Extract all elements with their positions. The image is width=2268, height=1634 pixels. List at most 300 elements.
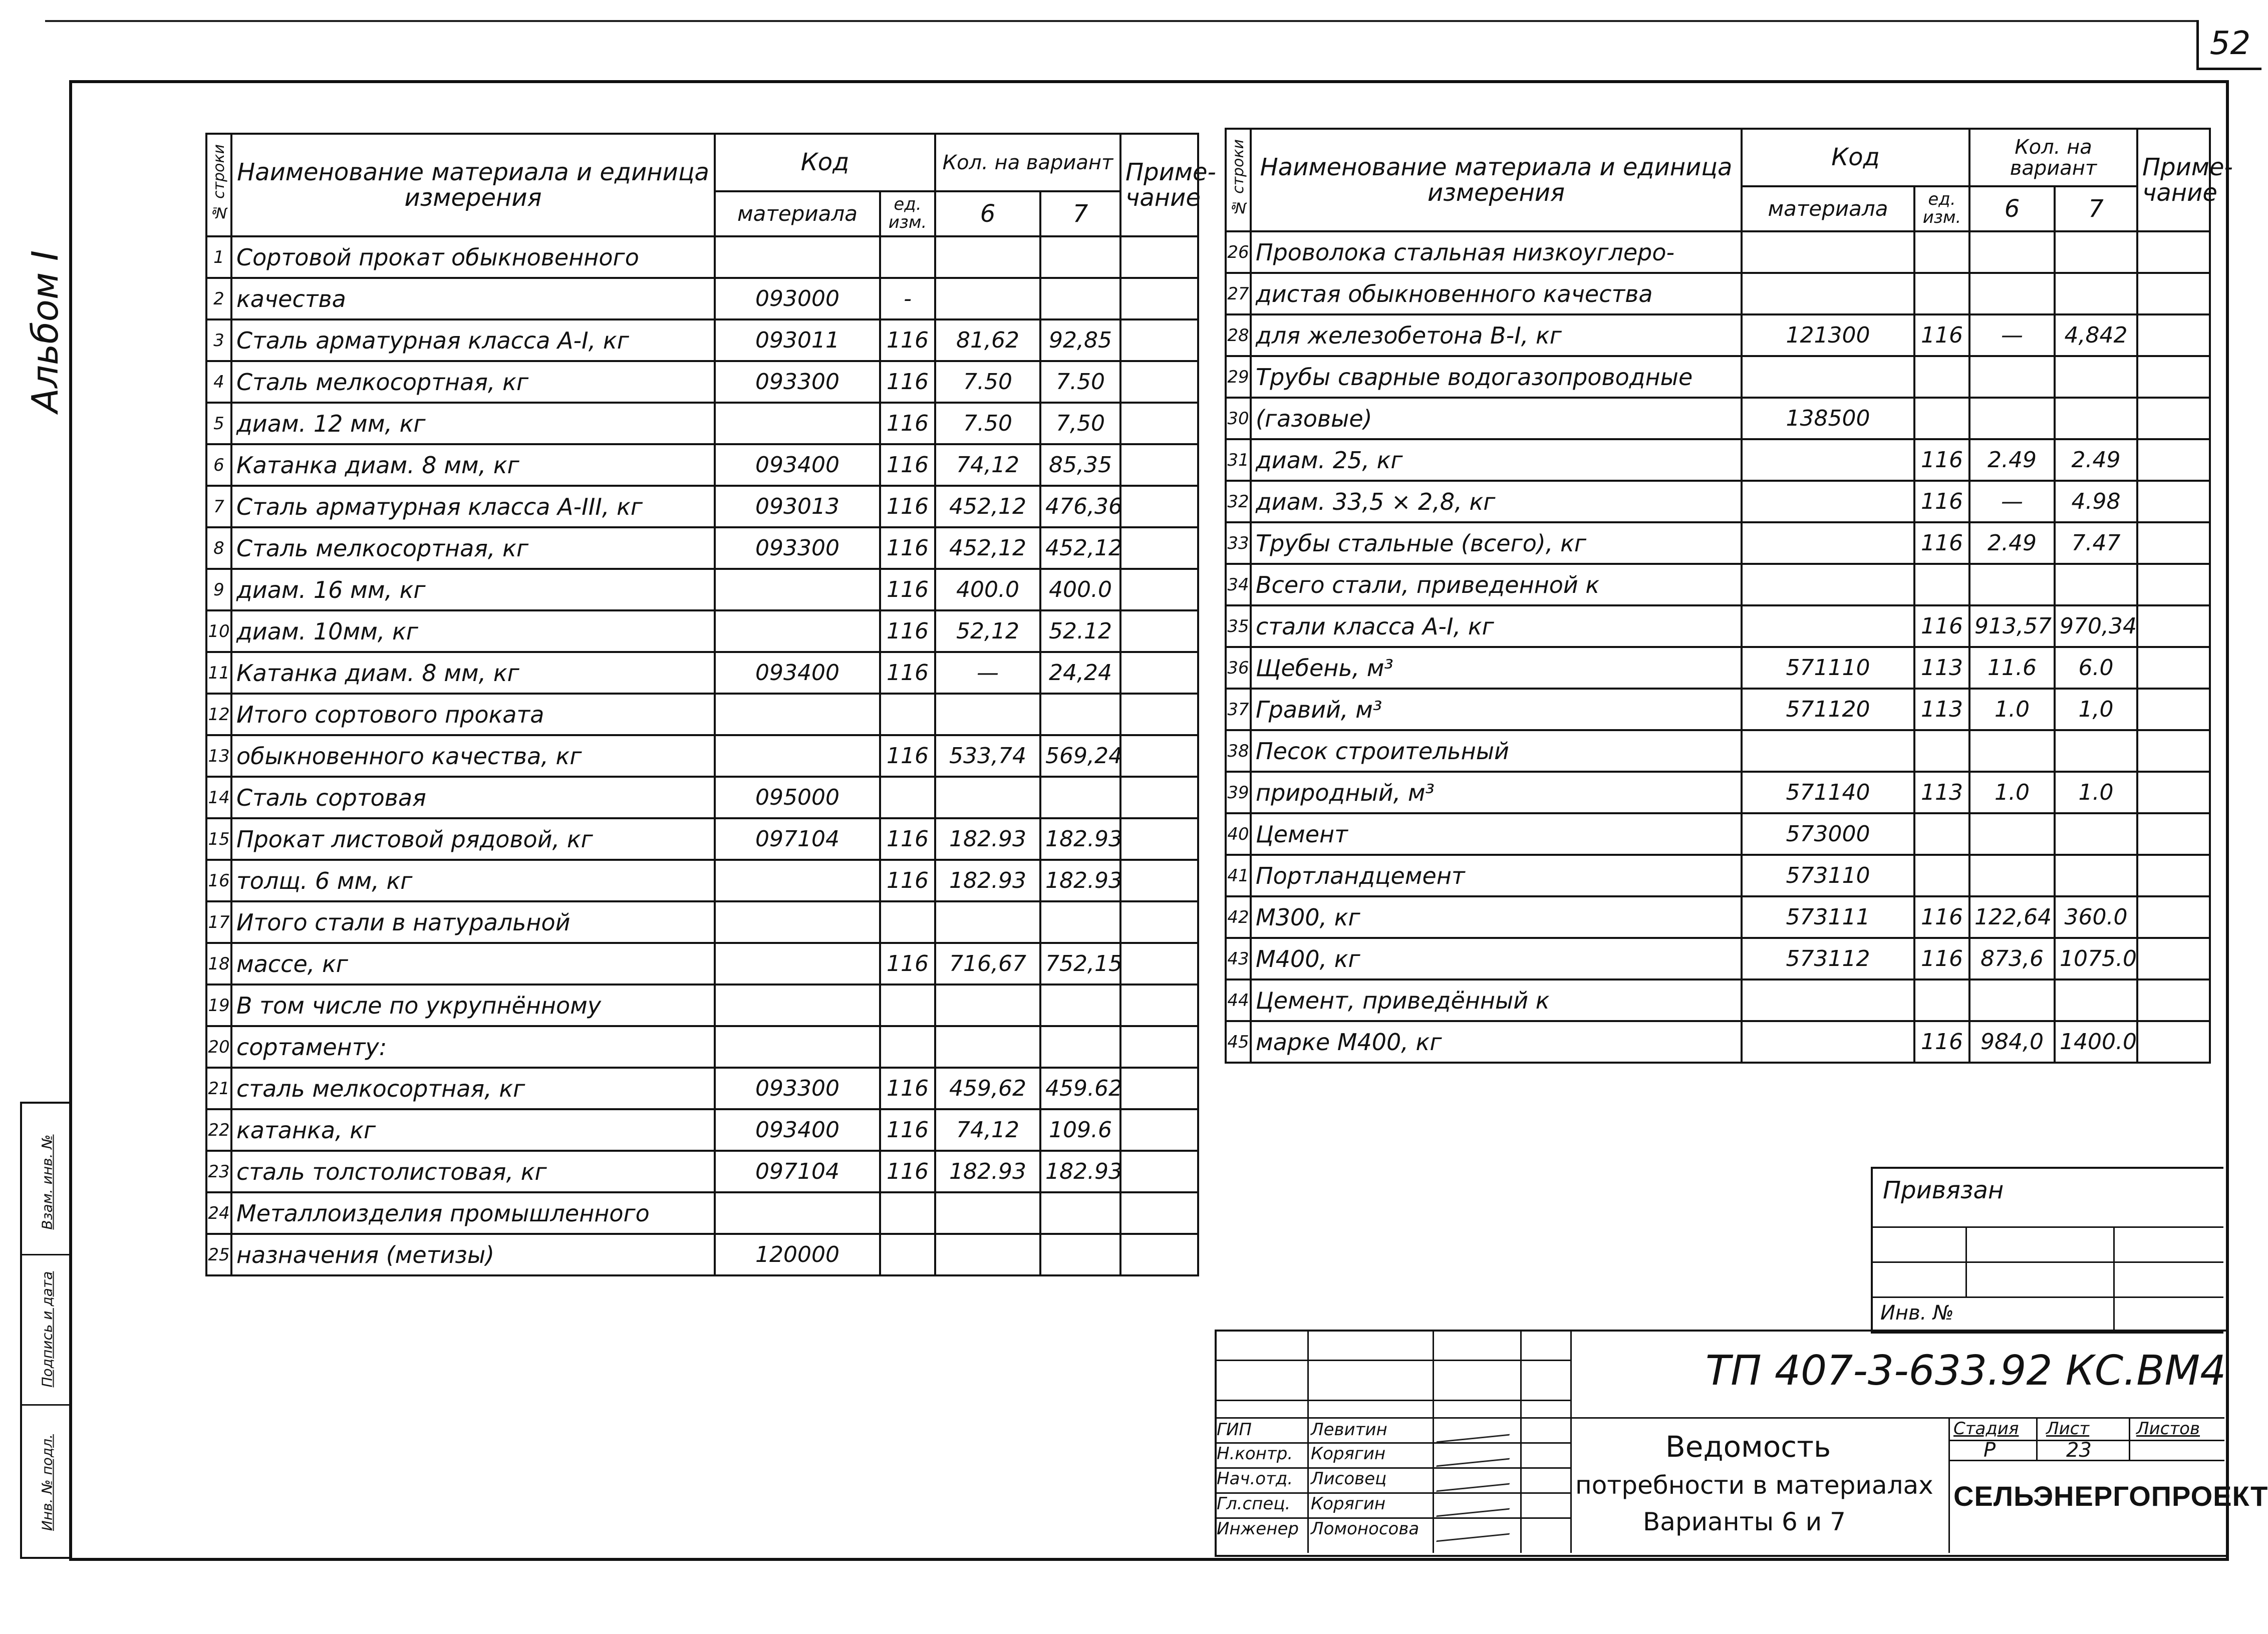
- unit-code: [1914, 564, 1969, 605]
- album-label: Альбом I: [24, 250, 66, 413]
- unit-code: 116: [1914, 1021, 1969, 1063]
- code-header: Код: [1742, 129, 1969, 186]
- row-number: 24: [206, 1192, 231, 1234]
- note-cell: [2137, 398, 2210, 439]
- variant-7-qty: 452,12: [1040, 527, 1120, 569]
- variant-6-header: 6: [935, 191, 1040, 236]
- note-cell: [2137, 356, 2210, 398]
- material-name: диам. 12 мм, кг: [231, 403, 715, 444]
- note-cell: [2137, 730, 2210, 772]
- note-cell: [1120, 694, 1198, 735]
- note-cell: [2137, 439, 2210, 481]
- material-name: Прокат листовой рядовой, кг: [231, 818, 715, 860]
- table-row: [1226, 1021, 2210, 1063]
- unit-code: 116: [880, 1151, 935, 1192]
- row-number: 42: [1226, 896, 1251, 938]
- row-number: 12: [206, 694, 231, 735]
- table-row: [206, 361, 1198, 403]
- variant-7-qty: [1040, 777, 1120, 818]
- variant-7-qty: [1040, 694, 1120, 735]
- variant-7-qty: [2055, 979, 2137, 1021]
- material-name: стали класса А-I, кг: [1251, 605, 1742, 647]
- variant-7-qty: 752,15: [1040, 943, 1120, 985]
- variant-6-qty: [935, 694, 1040, 735]
- variant-7-qty: 459.62: [1040, 1068, 1120, 1109]
- variant-6-qty: 81,62: [935, 319, 1040, 361]
- row-number: 16: [206, 860, 231, 901]
- table-row: [1226, 398, 2210, 439]
- row-number: 23: [206, 1151, 231, 1192]
- row-number: 18: [206, 943, 231, 985]
- material-name: Сортовой прокат обыкновенного: [231, 236, 715, 278]
- unit-code: [1914, 231, 1969, 273]
- page-number: 52: [2196, 20, 2261, 70]
- table-row: [1226, 647, 2210, 689]
- material-code: 573112: [1742, 938, 1914, 979]
- sheet-label: Лист: [2046, 1419, 2090, 1439]
- unit-code: 116: [1914, 605, 1969, 647]
- material-name: Цемент: [1251, 813, 1742, 855]
- row-number: 10: [206, 610, 231, 652]
- staff-role: Гл.спец.: [1217, 1494, 1291, 1514]
- material-name: для железобетона В-I, кг: [1251, 314, 1742, 356]
- table-row: [206, 1234, 1198, 1275]
- variant-6-qty: 74,12: [935, 444, 1040, 486]
- variant-7-qty: 7.47: [2055, 522, 2137, 564]
- material-name: Трубы сварные водогазопроводные: [1251, 356, 1742, 398]
- material-code: 093400: [715, 652, 880, 694]
- table-row: [1226, 813, 2210, 855]
- note-cell: [2137, 772, 2210, 813]
- row-number: 22: [206, 1109, 231, 1151]
- sheets-label: Листов: [2136, 1419, 2200, 1439]
- side-stamp: [20, 1102, 71, 1559]
- table-row: [1226, 314, 2210, 356]
- table-row: [206, 236, 1198, 278]
- note-cell: [2137, 938, 2210, 979]
- staff-role: Нач.отд.: [1217, 1469, 1293, 1489]
- material-code: [715, 236, 880, 278]
- staff-name: Левитин: [1311, 1420, 1387, 1440]
- table-row: [206, 818, 1198, 860]
- material-name: Сталь мелкосортная, кг: [231, 361, 715, 403]
- row-number: 6: [206, 444, 231, 486]
- variant-7-qty: [2055, 855, 2137, 896]
- unit-code: 113: [1914, 689, 1969, 730]
- variant-7-qty: [1040, 1192, 1120, 1234]
- note-cell: [2137, 231, 2210, 273]
- material-name: обыкновенного качества, кг: [231, 735, 715, 777]
- variant-6-qty: 7.50: [935, 403, 1040, 444]
- table-row: [1226, 979, 2210, 1021]
- variant-6-header: 6: [1969, 186, 2055, 231]
- variant-6-qty: [935, 1026, 1040, 1068]
- variant-7-qty: 182.93: [1040, 1151, 1120, 1192]
- variant-6-qty: 2.49: [1969, 439, 2055, 481]
- table-row: [206, 777, 1198, 818]
- material-code: [715, 403, 880, 444]
- side-stamp-sign: Подпись и дата: [39, 1271, 56, 1388]
- variant-6-qty: 2.49: [1969, 522, 2055, 564]
- note-cell: [1120, 1234, 1198, 1275]
- material-name: Сталь арматурная класса А-I, кг: [231, 319, 715, 361]
- table-row: [206, 486, 1198, 527]
- variant-6-qty: [1969, 273, 2055, 314]
- variant-6-qty: [935, 236, 1040, 278]
- note-cell: [2137, 481, 2210, 522]
- variant-6-qty: 52,12: [935, 610, 1040, 652]
- row-number: 7: [206, 486, 231, 527]
- row-number: 3: [206, 319, 231, 361]
- variant-6-qty: 873,6: [1969, 938, 2055, 979]
- note-cell: [1120, 652, 1198, 694]
- row-number: 8: [206, 527, 231, 569]
- table-row: [1226, 356, 2210, 398]
- material-name: Трубы стальные (всего), кг: [1251, 522, 1742, 564]
- table-row: [206, 860, 1198, 901]
- material-code: [1742, 1021, 1914, 1063]
- note-cell: [1120, 735, 1198, 777]
- row-number: 21: [206, 1068, 231, 1109]
- note-cell: [2137, 273, 2210, 314]
- table-row: [206, 1192, 1198, 1234]
- unit-code: [1914, 979, 1969, 1021]
- row-number: 44: [1226, 979, 1251, 1021]
- table-row: [1226, 896, 2210, 938]
- variant-7-qty: 1400.0: [2055, 1021, 2137, 1063]
- note-cell: [1120, 985, 1198, 1026]
- variant-7-qty: 1.0: [2055, 772, 2137, 813]
- material-code: [1742, 730, 1914, 772]
- table-row: [206, 901, 1198, 943]
- material-code: [1742, 439, 1914, 481]
- staff-role: Н.контр.: [1217, 1444, 1293, 1464]
- staff-name: Ломоносова: [1311, 1519, 1420, 1539]
- material-code: 573111: [1742, 896, 1914, 938]
- variant-6-qty: —: [1969, 314, 2055, 356]
- variant-6-qty: [1969, 231, 2055, 273]
- variant-6-qty: 533,74: [935, 735, 1040, 777]
- table-row: [1226, 855, 2210, 896]
- unit-code: 116: [880, 652, 935, 694]
- name-header: Наименование материала и единица измерения: [1251, 129, 1742, 231]
- material-code: [715, 735, 880, 777]
- row-number: 35: [1226, 605, 1251, 647]
- unit-code: [880, 694, 935, 735]
- material-code: [1742, 231, 1914, 273]
- material-code: 571140: [1742, 772, 1914, 813]
- material-code: 571110: [1742, 647, 1914, 689]
- table-row: [206, 610, 1198, 652]
- row-number: 27: [1226, 273, 1251, 314]
- note-cell: [1120, 236, 1198, 278]
- variant-7-qty: [2055, 356, 2137, 398]
- material-code: 571120: [1742, 689, 1914, 730]
- row-number: 19: [206, 985, 231, 1026]
- table-row: [206, 1026, 1198, 1068]
- material-code: [1742, 522, 1914, 564]
- row-number: 25: [206, 1234, 231, 1275]
- material-code: [715, 860, 880, 901]
- variant-6-qty: [1969, 564, 2055, 605]
- variant-6-qty: [935, 1234, 1040, 1275]
- note-cell: [1120, 860, 1198, 901]
- variant-7-qty: [2055, 398, 2137, 439]
- note-cell: [1120, 527, 1198, 569]
- row-number: 11: [206, 652, 231, 694]
- row-number: 1: [206, 236, 231, 278]
- table-row: [206, 403, 1198, 444]
- note-cell: [1120, 1151, 1198, 1192]
- variant-7-qty: [1040, 1234, 1120, 1275]
- row-number: 13: [206, 735, 231, 777]
- table-row: [1226, 605, 2210, 647]
- material-code: 093400: [715, 444, 880, 486]
- variant-7-qty: 6.0: [2055, 647, 2137, 689]
- row-no-header: № строки: [1226, 129, 1251, 231]
- variant-6-qty: 1.0: [1969, 772, 2055, 813]
- unit-code: 116: [1914, 938, 1969, 979]
- note-cell: [2137, 314, 2210, 356]
- unit-code: 113: [1914, 772, 1969, 813]
- variant-7-qty: 400.0: [1040, 569, 1120, 610]
- table-row: [1226, 689, 2210, 730]
- table-row: [206, 444, 1198, 486]
- material-code: [715, 901, 880, 943]
- code-unit-header: ед. изм.: [1914, 186, 1969, 231]
- stage-label: Стадия: [1953, 1419, 2019, 1439]
- material-name: Всего стали, приведенной к: [1251, 564, 1742, 605]
- material-name: Катанка диам. 8 мм, кг: [231, 444, 715, 486]
- table-row: [206, 569, 1198, 610]
- variant-7-qty: 476,36: [1040, 486, 1120, 527]
- row-number: 34: [1226, 564, 1251, 605]
- table-row: [206, 943, 1198, 985]
- note-cell: [1120, 1026, 1198, 1068]
- row-number: 20: [206, 1026, 231, 1068]
- material-name: Сталь арматурная класса А-III, кг: [231, 486, 715, 527]
- material-code: [715, 1026, 880, 1068]
- row-number: 15: [206, 818, 231, 860]
- table-row: [1226, 273, 2210, 314]
- table-row: [206, 735, 1198, 777]
- material-name: марке М400, кг: [1251, 1021, 1742, 1063]
- row-number: 28: [1226, 314, 1251, 356]
- unit-code: [880, 985, 935, 1026]
- variant-6-qty: 452,12: [935, 486, 1040, 527]
- top-rule: [45, 20, 2199, 22]
- variant-6-qty: 716,67: [935, 943, 1040, 985]
- material-name: сортаменту:: [231, 1026, 715, 1068]
- material-code: [715, 985, 880, 1026]
- variant-7-qty: 569,24: [1040, 735, 1120, 777]
- material-name: катанка, кг: [231, 1109, 715, 1151]
- table-row: [206, 278, 1198, 319]
- unit-code: 116: [880, 361, 935, 403]
- note-cell: [1120, 610, 1198, 652]
- material-code: [715, 694, 880, 735]
- note-cell: [1120, 319, 1198, 361]
- variant-7-qty: 4,842: [2055, 314, 2137, 356]
- material-code: [715, 943, 880, 985]
- material-code: 097104: [715, 818, 880, 860]
- staff-name: Лисовец: [1311, 1469, 1387, 1489]
- variant-7-qty: 4.98: [2055, 481, 2137, 522]
- unit-code: 116: [880, 1068, 935, 1109]
- qty-header: Кол. на вариант: [935, 134, 1120, 191]
- material-name: Итого сортового проката: [231, 694, 715, 735]
- variant-6-qty: [935, 278, 1040, 319]
- variant-7-qty: 182.93: [1040, 818, 1120, 860]
- row-number: 14: [206, 777, 231, 818]
- side-stamp-replace: Взам. инв. №: [39, 1134, 56, 1230]
- table-row: [206, 319, 1198, 361]
- material-name: В том числе по укрупнённому: [231, 985, 715, 1026]
- unit-code: 116: [1914, 896, 1969, 938]
- variant-7-qty: 52.12: [1040, 610, 1120, 652]
- unit-code: [1914, 813, 1969, 855]
- unit-code: 113: [1914, 647, 1969, 689]
- material-name: дистая обыкновенного качества: [1251, 273, 1742, 314]
- material-code: 093013: [715, 486, 880, 527]
- material-name: Песок строительный: [1251, 730, 1742, 772]
- table-row: [206, 652, 1198, 694]
- material-name: Сталь сортовая: [231, 777, 715, 818]
- side-stamp-inv: Инв. № подл.: [39, 1434, 56, 1531]
- unit-code: [880, 1234, 935, 1275]
- material-code: [1742, 979, 1914, 1021]
- note-cell: [2137, 1021, 2210, 1063]
- row-number: 41: [1226, 855, 1251, 896]
- table-row: [206, 527, 1198, 569]
- note-cell: [1120, 943, 1198, 985]
- material-name: Проволока стальная низкоуглеро-: [1251, 231, 1742, 273]
- unit-code: 116: [880, 569, 935, 610]
- material-name: диам. 10мм, кг: [231, 610, 715, 652]
- row-number: 32: [1226, 481, 1251, 522]
- row-number: 5: [206, 403, 231, 444]
- note-cell: [2137, 896, 2210, 938]
- material-code: 093000: [715, 278, 880, 319]
- staff-role: ГИП: [1217, 1420, 1252, 1440]
- variant-6-qty: —: [1969, 481, 2055, 522]
- variant-7-qty: [1040, 1026, 1120, 1068]
- material-name: (газовые): [1251, 398, 1742, 439]
- note-cell: [1120, 361, 1198, 403]
- variant-6-qty: 11.6: [1969, 647, 2055, 689]
- code-material-header: материала: [715, 191, 880, 236]
- note-cell: [1120, 403, 1198, 444]
- binding-title: Привязан: [1883, 1176, 2004, 1204]
- row-no-header: № строки: [206, 134, 231, 236]
- material-code: [1742, 564, 1914, 605]
- variant-6-qty: 182.93: [935, 1151, 1040, 1192]
- table-row: [206, 1068, 1198, 1109]
- unit-code: 116: [880, 818, 935, 860]
- unit-code: [880, 777, 935, 818]
- binding-inv: Инв. №: [1880, 1301, 1954, 1325]
- note-header: Приме- чание: [1120, 134, 1198, 236]
- unit-code: [880, 901, 935, 943]
- row-number: 33: [1226, 522, 1251, 564]
- material-name: Портландцемент: [1251, 855, 1742, 896]
- table-row: [206, 1151, 1198, 1192]
- doc-title-line3: Варианты 6 и 7: [1643, 1507, 1846, 1536]
- material-code: 095000: [715, 777, 880, 818]
- material-code: [1742, 356, 1914, 398]
- row-number: 36: [1226, 647, 1251, 689]
- row-number: 43: [1226, 938, 1251, 979]
- unit-code: [1914, 273, 1969, 314]
- variant-6-qty: [1969, 813, 2055, 855]
- variant-7-qty: [1040, 278, 1120, 319]
- table-row: [1226, 439, 2210, 481]
- variant-7-qty: [1040, 236, 1120, 278]
- material-name: назначения (метизы): [231, 1234, 715, 1275]
- note-header: Приме- чание: [2137, 129, 2210, 231]
- unit-code: 116: [880, 943, 935, 985]
- row-number: 30: [1226, 398, 1251, 439]
- binding-block: [1871, 1167, 2223, 1334]
- row-number: 38: [1226, 730, 1251, 772]
- variant-6-qty: 122,64: [1969, 896, 2055, 938]
- left-materials-table: [205, 133, 1216, 1276]
- sheet-value: 23: [2066, 1439, 2092, 1462]
- material-name: сталь мелкосортная, кг: [231, 1068, 715, 1109]
- variant-7-qty: [2055, 231, 2137, 273]
- organization-name: СЕЛЬЭНЕРГОПРОЕКТ: [1953, 1480, 2268, 1512]
- table-row: [1226, 772, 2210, 813]
- row-number: 31: [1226, 439, 1251, 481]
- variant-6-qty: [935, 777, 1040, 818]
- stage-value: Р: [1983, 1439, 1996, 1462]
- material-name: Цемент, приведённый к: [1251, 979, 1742, 1021]
- unit-code: 116: [880, 735, 935, 777]
- title-block: [1215, 1330, 2268, 1555]
- note-cell: [2137, 647, 2210, 689]
- qty-header: Кол. на вариант: [1969, 129, 2137, 186]
- note-cell: [1120, 1068, 1198, 1109]
- note-cell: [1120, 818, 1198, 860]
- table-row: [1226, 564, 2210, 605]
- material-name: Щебень, м³: [1251, 647, 1742, 689]
- doc-title-line2: потребности в материалах: [1575, 1471, 1933, 1500]
- row-number: 26: [1226, 231, 1251, 273]
- code-unit-header: ед. изм.: [880, 191, 935, 236]
- material-code: [1742, 273, 1914, 314]
- material-name: толщ. 6 мм, кг: [231, 860, 715, 901]
- variant-7-qty: 182.93: [1040, 860, 1120, 901]
- staff-role: Инженер: [1217, 1519, 1299, 1539]
- table-row: [1226, 522, 2210, 564]
- note-cell: [2137, 689, 2210, 730]
- doc-title-line1: Ведомость: [1665, 1430, 1831, 1464]
- variant-7-header: 7: [1040, 191, 1120, 236]
- doc-code: ТП 407-3-633.92 КС.ВМ4: [1706, 1347, 2226, 1395]
- name-header: Наименование материала и единица измерения: [231, 134, 715, 236]
- variant-7-qty: [2055, 564, 2137, 605]
- note-cell: [2137, 979, 2210, 1021]
- variant-7-header: 7: [2055, 186, 2137, 231]
- material-name: диам. 25, кг: [1251, 439, 1742, 481]
- note-cell: [2137, 813, 2210, 855]
- material-name: качества: [231, 278, 715, 319]
- row-number: 29: [1226, 356, 1251, 398]
- table-row: [206, 1109, 1198, 1151]
- material-name: М400, кг: [1251, 938, 1742, 979]
- material-code: [715, 610, 880, 652]
- material-code: [1742, 481, 1914, 522]
